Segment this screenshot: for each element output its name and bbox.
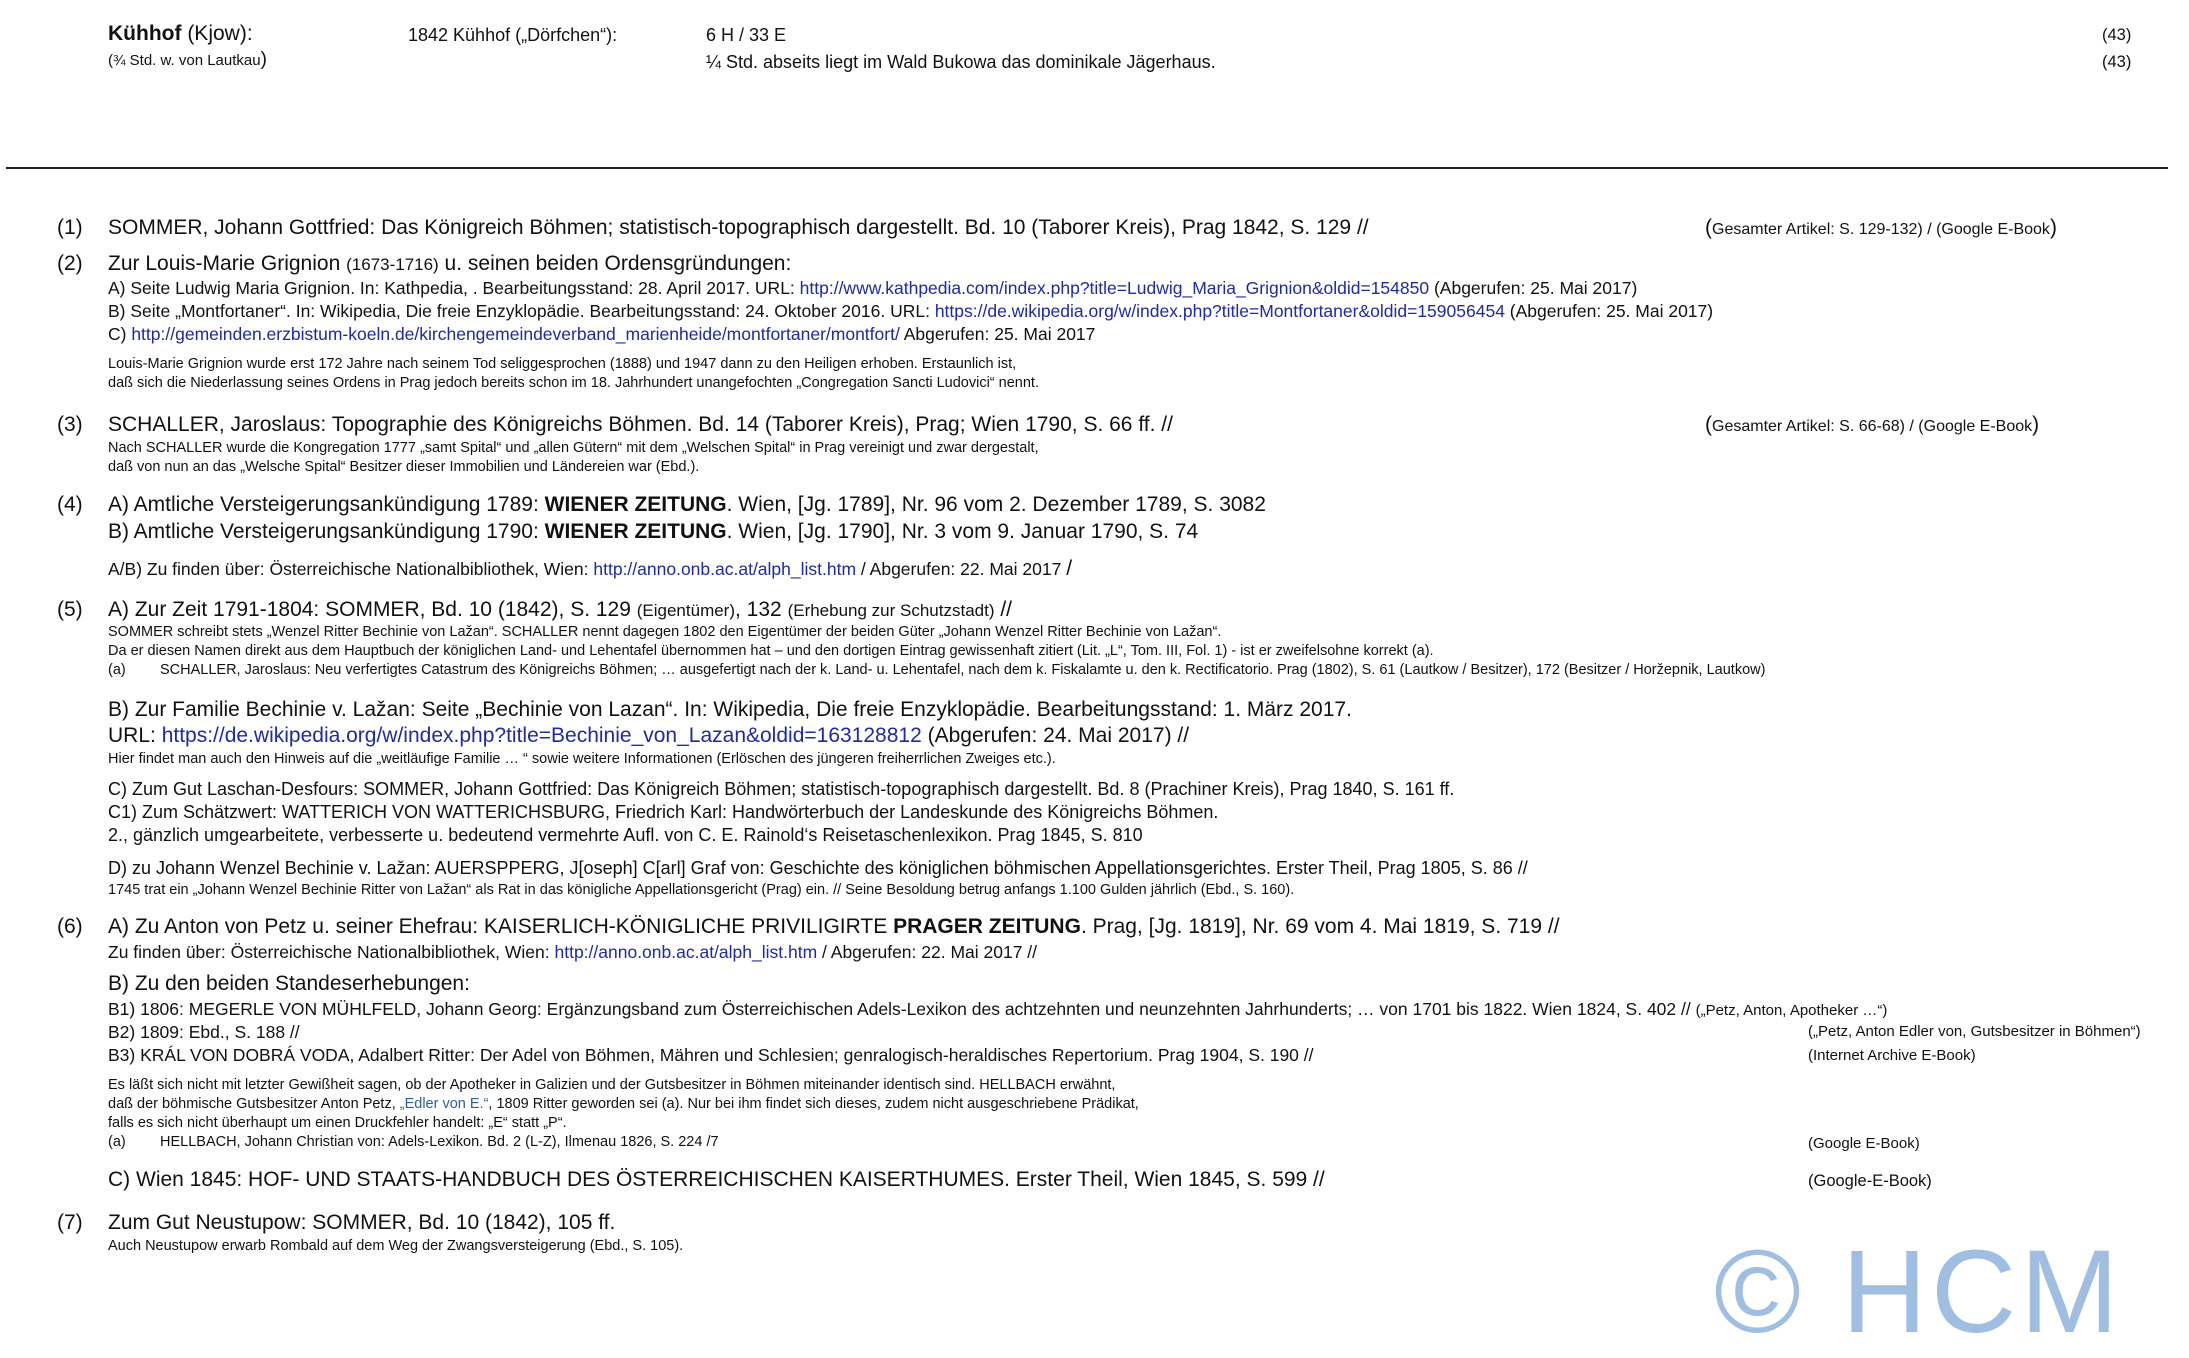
wikipedia-montfortaner-link[interactable]: https://de.wikipedia.org/w/index.php?title=Montfortaner&oldid=159056454 <box>934 301 1505 321</box>
footnote-6-a: A) Zu Anton von Petz u. seiner Ehefrau: KAISERLICH-KÖNIGLICHE PRIVILIGIRTE PRAGER ZEITUNG. Prag, [Jg. 1819], Nr. 69 vom 4. Mai 1819, S. 719 // <box>108 915 1560 938</box>
footnote-6-fn-text: HELLBACH, Johann Christian von: Adels-Lexikon. Bd. 2 (L-Z), Ilmenau 1826, S. 224 /7 <box>160 1134 719 1150</box>
houses-count: 6 H / 33 E <box>706 25 787 45</box>
year-name: 1842 Kühhof („Dörfchen“): <box>408 25 618 45</box>
footnote-2-c: C) http://gemeinden.erzbistum-koeln.de/kirchengemeindeverband_marienheide/montfortaner/montfort/ Abgerufen: 25. Mai 2017 <box>108 324 1096 344</box>
footnote-5-b-note: Hier findet man auch den Hinweis auf die „weitläufige Familie … “ sowie weitere Informationen (Erlöschen des jüngeren freiherrlichen Zweiges etc.). <box>108 751 1056 767</box>
footnote-5-a-note: SOMMER schreibt stets „Wenzel Ritter Bechinie von Lažan“. SCHALLER nennt dagegen 1802 den Eigentümer der beiden Güter „Johann Wenzel Ritter Bechinie von Lažan“. <box>108 624 1222 640</box>
anno-link[interactable]: http://anno.onb.ac.at/alph_list.htm <box>554 942 818 962</box>
footnote-6-note: Es läßt sich nicht mit letzter Gewißheit sagen, ob der Apotheker in Galizien und der Gutsbesitzer in Böhmen miteinander identisch sind. HELLBACH erwähnt, <box>108 1077 1116 1093</box>
footnote-3-side: (Gesamter Artikel: S. 66-68) / (Google E-Book) <box>1705 413 2040 436</box>
footnote-2-note: Louis-Marie Grignion wurde erst 172 Jahre nach seinem Tod seliggesprochen (1888) und 1947 dann zu den Heiligen erhoben. Erstaunlich ist, <box>108 356 1017 372</box>
ref-1: (43) <box>2102 26 2132 44</box>
footnote-number: (2) <box>57 252 83 275</box>
footnote-number: (5) <box>57 598 83 621</box>
footnote-5-d-note: 1745 trat ein „Johann Wenzel Bechinie Ritter von Lažan“ als Rat in das königliche Appellationsgericht (Prag) ein. // Seine Besoldung betrug anfangs 1.100 Gulden jährlich (Ebd., S. 160). <box>108 882 1295 898</box>
footnote-6-b2: B2) 1809: Ebd., S. 188 // <box>108 1022 300 1042</box>
footnote-6-note: falls es sich nicht überhaupt um einen Druckfehler handelt: „E“ statt „P“. <box>108 1115 567 1131</box>
footnote-6-fn-side: (Google E-Book) <box>1808 1135 1920 1152</box>
kathpedia-link[interactable]: http://www.kathpedia.com/index.php?title=Ludwig_Maria_Grignion&oldid=154850 <box>799 278 1430 298</box>
footnote-number: (1) <box>57 216 83 239</box>
footnote-5-b-line1: B) Zur Familie Bechinie v. Lažan: Seite „Bechinie von Lazan“. In: Wikipedia, Die freie Enzyklopädie. Bearbeitungsstand: 1. März 2017. <box>108 698 1352 721</box>
footnote-4-a: A) Amtliche Versteigerungsankündigung 1789: WIENER ZEITUNG. Wien, [Jg. 1789], Nr. 96 vom 2. Dezember 1789, S. 3082 <box>108 493 1266 516</box>
footnote-6-b3: B3) KRÁL VON DOBRÁ VODA, Adalbert Ritter: Der Adel von Böhmen, Mähren und Schlesien; genralogisch-heraldisches Repertorium. Prag 1904, S. 190 // <box>108 1045 1314 1065</box>
footnote-5-b-url: URL: https://de.wikipedia.org/w/index.php?title=Bechinie_von_Lazan&oldid=163128812 (Abgerufen: 24. Mai 2017) // <box>108 724 1190 747</box>
footnote-7-note: Auch Neustupow erwarb Rombald auf dem Weg der Zwangsversteigerung (Ebd., S. 105). <box>108 1238 684 1254</box>
header-note: ¼ Std. abseits liegt im Wald Bukowa das dominikale Jägerhaus. <box>706 52 1216 72</box>
place-title: Kühhof (Kjow): <box>108 22 253 45</box>
footnote-3-note: Nach SCHALLER wurde die Kongregation 1777 „samt Spital“ und „allen Gütern“ mit dem „Welschen Spital“ in Prag vereinigt und zwar dergestalt, <box>108 440 1039 456</box>
footnote-1-text: SOMMER, Johann Gottfried: Das Königreich Böhmen; statistisch-topographisch dargestellt. Bd. 10 (Taborer Kreis), Prag 1842, S. 129 // <box>108 216 1369 239</box>
footnote-number: (4) <box>57 493 83 516</box>
footnote-6-b-head: B) Zu den beiden Standeserhebungen: <box>108 972 470 995</box>
footnote-2-note: daß sich die Niederlassung seines Ordens in Prag jedoch bereits schon im 18. Jahrhundert unangefochten „Congregation Sancti Ludovici“ nennt. <box>108 375 1039 391</box>
footnote-number: (6) <box>57 915 83 938</box>
footnote-6-b3-side: (Internet Archive E-Book) <box>1808 1047 1976 1064</box>
footnote-6-c-side: (Google-E-Book) <box>1808 1172 1932 1190</box>
footnote-4-b: B) Amtliche Versteigerungsankündigung 1790: WIENER ZEITUNG. Wien, [Jg. 1790], Nr. 3 vom 9. Januar 1790, S. 74 <box>108 520 1199 543</box>
footnote-5-a: A) Zur Zeit 1791-1804: SOMMER, Bd. 10 (1842), S. 129 (Eigentümer), 132 (Erhebung zur Schutzstadt) // <box>108 598 1013 621</box>
footnote-5-c1: C1) Zum Schätzwert: WATTERICH VON WATTERICHSBURG, Friedrich Karl: Handwörterbuch der Landeskunde des Königreichs Böhmen. <box>108 802 1219 822</box>
footnote-5-a-fn-text: SCHALLER, Jaroslaus: Neu verfertigtes Catastrum des Königreichs Böhmen; … ausgefertigt nach der k. Land- u. Lehentafel, nach dem k. Fiskalamte u. den k. Rectificatorio. Prag (1802), S. 61 (Lautkow / Besitzer), 172 (Besitzer / Horžepnik, Lautkow) <box>160 662 1766 678</box>
ref-2: (43) <box>2102 53 2132 71</box>
footnote-6-note: daß der böhmische Gutsbesitzer Anton Petz, „Edler von E.“, 1809 Ritter geworden sei (a). Nur bei ihm findet sich dieses, zudem nicht ausgeschriebene Prädikat, <box>108 1096 1139 1112</box>
footnote-6-b1: B1) 1806: MEGERLE VON MÜHLFELD, Johann Georg: Ergänzungsband zum Österreichischen Adels-Lexikon des achtzehnten und neunzehnten Jahrhunderts; … von 1701 bis 1822. Wien 1824, S. 402 // („Petz, Anton, Apotheker …“) <box>108 999 1888 1019</box>
footnote-2-b: B) Seite „Montfortaner“. In: Wikipedia, Die freie Enzyklopädie. Bearbeitungsstand: 24. Oktober 2016. URL: https://de.wikipedia.org/w/index.php?title=Montfortaner&oldid=159056454 (Abgerufen: 25. Mai 2017) <box>108 301 1714 321</box>
footnote-6-a-sub: Zu finden über: Österreichische Nationalbibliothek, Wien: http://anno.onb.ac.at/alph_list.htm / Abgerufen: 22. Mai 2017 // <box>108 942 1038 962</box>
footnote-5-c1-cont: 2., gänzlich umgearbeitete, verbesserte u. bedeutend vermehrte Aufl. von C. E. Rainold‘s Reisetaschenlexikon. Prag 1845, S. 810 <box>108 825 1143 845</box>
footnote-2-heading: Zur Louis-Marie Grignion (1673-1716) u. seinen beiden Ordensgründungen: <box>108 252 792 275</box>
footnote-number: (3) <box>57 413 83 436</box>
footnote-3-note: daß von nun an das „Welsche Spital“ Besitzer dieser Immobilien und Ländereien war (Ebd.). <box>108 459 700 475</box>
divider-line <box>6 167 2168 169</box>
footnote-1-side: (Gesamter Artikel: S. 129-132) / (Google E-Book) <box>1705 216 2057 239</box>
footnote-4-ab: A/B) Zu finden über: Österreichische Nationalbibliothek, Wien: http://anno.onb.ac.at/alph_list.htm / Abgerufen: 22. Mai 2017 / <box>108 557 1073 580</box>
anno-link[interactable]: http://anno.onb.ac.at/alph_list.htm <box>593 559 857 579</box>
footnote-5-a-note: Da er diesen Namen direkt aus dem Hauptbuch der königlichen Land- und Lehentafel übernommen hat – und den dortigen Eintrag gewissenhaft zitiert (Lit. „L“, Tom. III, Fol. 1) - ist er zweifelsohne korrekt (a). <box>108 643 1434 659</box>
footnote-5-c: C) Zum Gut Laschan-Desfours: SOMMER, Johann Gottfried: Das Königreich Böhmen; statistisch-topographisch dargestellt. Bd. 8 (Prachiner Kreis), Prag 1840, S. 161 ff. <box>108 779 1455 799</box>
wikipedia-bechinie-link[interactable]: https://de.wikipedia.org/w/index.php?title=Bechinie_von_Lazan&oldid=163128812 <box>161 724 922 747</box>
footnote-2-a: A) Seite Ludwig Maria Grignion. In: Kathpedia, . Bearbeitungsstand: 28. April 2017. URL: http://www.kathpedia.com/index.php?title=Ludwig_Maria_Grignion&oldid=154850 (Abgerufen: 25. Mai 2017) <box>108 278 1638 298</box>
erzbistum-link[interactable]: http://gemeinden.erzbistum-koeln.de/kirchengemeindeverband_marienheide/montfortaner/montfort/ <box>131 324 900 344</box>
footnote-7-text: Zum Gut Neustupow: SOMMER, Bd. 10 (1842), 105 ff. <box>108 1211 616 1234</box>
footnote-6-c: C) Wien 1845: HOF- UND STAATS-HANDBUCH DES ÖSTERREICHISCHEN KAISERTHUMES. Erster Theil, Wien 1845, S. 599 // <box>108 1168 1325 1191</box>
footnote-6-b2-side: („Petz, Anton Edler von, Gutsbesitzer in Böhmen“) <box>1808 1023 2141 1040</box>
footnote-5-d: D) zu Johann Wenzel Bechinie v. Lažan: AUERSPPERG, J[oseph] C[arl] Graf von: Geschichte des königlichen böhmischen Appellationsgerichtes. Erster Theil, Prag 1805, S. 86 // <box>108 858 1528 878</box>
location-note: (¾ Std. w. von Lautkau) <box>108 49 267 70</box>
watermark: © HCM <box>1714 1226 2123 1358</box>
footnote-3-text: SCHALLER, Jaroslaus: Topographie des Königreichs Böhmen. Bd. 14 (Taborer Kreis), Prag; Wien 1790, S. 66 ff. // <box>108 413 1173 436</box>
footnote-6-fn-label: (a) <box>108 1134 126 1150</box>
footnote-5-a-fn-label: (a) <box>108 662 126 678</box>
footnote-number: (7) <box>57 1211 83 1234</box>
